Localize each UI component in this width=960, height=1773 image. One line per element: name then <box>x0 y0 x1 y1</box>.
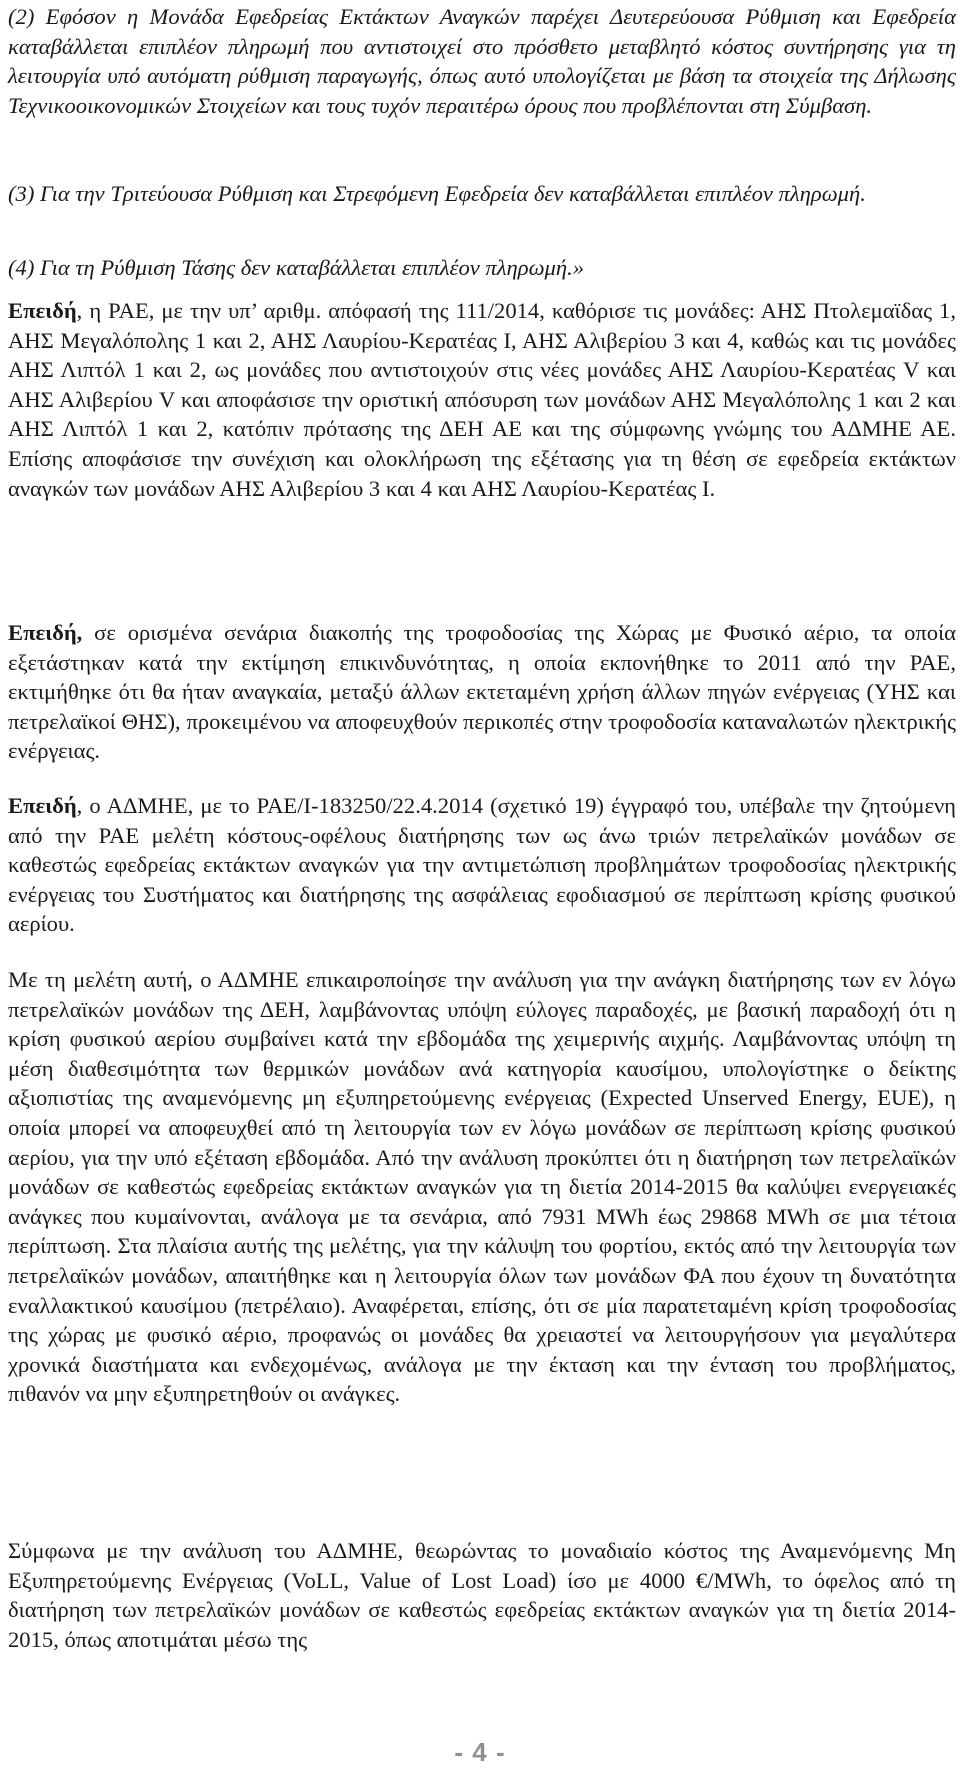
paragraph-lead: Επειδή <box>8 793 77 818</box>
quoted-item-2: (2) Εφόσον η Μονάδα Εφεδρείας Εκτάκτων Αναγκών παρέχει Δευτερεύουσα Ρύθμιση και Εφεδρεία καταβάλλεται επιπλέον πληρωμή που αντιστοιχεί στο πρόσθετο μεταβλητό κόστος συντήρησης για τη λειτουργία υπό αυτόματη ρύθμιση παραγωγής, όπως αυτό υπολογίζεται με βάση τα στοιχεία της Δήλωσης Τεχνικοοικονομικών Στοιχείων και τους τυχόν περαιτέρω όρους που προβλέπονται στη Σύμβαση. <box>8 4 956 118</box>
paragraph-rae-decision <box>8 296 956 503</box>
paragraph-admie-study <box>8 791 956 939</box>
paragraph-voll-analysis: Σύμφωνα με την ανάλυση του ΑΔΜΗΕ, θεωρώντας το μοναδιαίο κόστος της Αναμενόμενης Μη Εξυπηρετούμενης Ενέργειας (VoLL, Value of Lost Load) ίσο με 4000 €/MWh, το όφελος από τη διατήρηση των πετρελαϊκών μονάδων σε καθεστώς εφεδρείας εκτάκτων αναγκών για τη διετία 2014-2015, όπως αποτιμάται μέσω της <box>8 1538 956 1652</box>
paragraph-text: , ο ΑΔΜΗΕ, με το ΡΑΕ/Ι-183250/22.4.2014 (σχετικό 19) έγγραφό του, υπέβαλε την ζητούμενη από την ΡΑΕ μελέτη κόστους-οφέλους διατήρησης των ως άνω τριών πετρελαϊκών μονάδων σε καθεστώς εφεδρείας εκτάκτων αναγκών για την αντιμετώπιση προβλημάτων τροφοδοσίας ηλεκτρικής ενέργειας του Συστήματος και διατήρησης της ασφάλειας εφοδιασμού σε περίπτωση κρίσης φυσικού αερίου. <box>8 793 956 937</box>
paragraph-text: , η ΡΑΕ, με την υπ’ αριθμ. απόφασή της 111/2014, καθόρισε τις μονάδες: ΑΗΣ Πτολεμαϊδας 1, ΑΗΣ Μεγαλόπολης 1 και 2, ΑΗΣ Λαυρίου-Κερατέας Ι, ΑΗΣ Αλιβερίου 3 και 4, καθώς και τις μονάδες ΑΗΣ Λιπτόλ 1 και 2, ως μονάδες που αντιστοιχούν στις νέες μονάδες ΑΗΣ Λαυρίου-Κερατέας V και ΑΗΣ Αλιβερίου V και αποφάσισε την οριστική απόσυρση των μονάδων ΑΗΣ Μεγαλόπολης 1 και 2 και ΑΗΣ Λιπτόλ 1 και 2, κατόπιν πρότασης της ΔΕΗ ΑΕ και της σύμφωνης γνώμης του ΑΔΜΗΕ ΑΕ. Επίσης αποφάσισε την συνέχιση και ολοκλήρωση της εξέτασης για τη θέση σε εφεδρεία εκτάκτων αναγκών των μονάδων ΑΗΣ Αλιβερίου 3 και 4 και ΑΗΣ Λαυρίου-Κερατέας Ι. <box>8 298 956 501</box>
paragraph-study-analysis: Με τη μελέτη αυτή, ο ΑΔΜΗΕ επικαιροποίησε την ανάλυση για την ανάγκη διατήρησης των εν λόγω πετρελαϊκών μονάδων της ΔΕΗ, λαμβάνοντας υπόψη εύλογες παραδοχές, με βασική παραδοχή ότι η κρίση φυσικού αερίου συμβαίνει κατά την εβδομάδα της χειμερινής αιχμής. Λαμβάνοντας υπόψη τη μέση διαθεσιμότητα των θερμικών μονάδων ανά κατηγορία καυσίμου, υπολογίστηκε ο δείκτης αξιοπιστίας της αναμενόμενης μη εξυπηρετούμενης ενέργειας (Expected Unserved Energy, EUE), η οποία μπορεί να αποφευχθεί από τη λειτουργία των εν λόγω μονάδων σε περίπτωση κρίσης φυσικού αερίου, για την υπό εξέταση εβδομάδα. Από την ανάλυση προκύπτει ότι η διατήρηση των πετρελαϊκών μονάδων σε καθεστώς εφεδρείας εκτάκτων αναγκών για τη διετία 2014-2015 θα καλύψει ενεργειακές ανάγκες που κυμαίνονται, ανάλογα με τα σενάρια, από 7931 MWh έως 29868 MWh σε μια τέτοια περίπτωση. Στα πλαίσια αυτής της μελέτης, για την κάλυψη του φορτίου, εκτός από την λειτουργία των πετρελαϊκών μονάδων, απαιτήθηκε και η λειτουργία όλων των μονάδων ΦΑ που έχουν τη δυνατότητα εναλλακτικού καυσίμου (πετρέλαιο). Αναφέρεται, επίσης, ότι σε μία παρατεταμένη κρίση τροφοδοσίας της χώρας με φυσικό αέριο, προφανώς οι μονάδες θα χρειαστεί να λειτουργήσουν για μεγαλύτερα χρονικά διαστήματα και ενδεχομένως, ανάλογα με την έκταση και την ένταση του προβλήματος, πιθανόν να μην εξυπηρετηθούν οι ανάγκες. <box>8 967 956 1407</box>
paragraph-lead: Επειδή, <box>8 620 83 645</box>
paragraph-text: σε ορισμένα σενάρια διακοπής της τροφοδοσίας της Χώρας με Φυσικό αέριο, τα οποία εξετάστηκαν κατά την εκτίμηση επικινδυνότητας, η οποία εκπονήθηκε το 2011 από την ΡΑΕ, εκτιμήθηκε ότι θα ήταν αναγκαία, μεταξύ άλλων εκτεταμένη χρήση άλλων πηγών ενέργειας (ΥΗΣ και πετρελαϊκοί ΘΗΣ), προκειμένου να αποφευχθούν περικοπές στην τροφοδοσία καταναλωτών ηλεκτρικής ενέργειας. <box>8 620 956 764</box>
paragraph-lead: Επειδή <box>8 298 77 323</box>
page-number: - 4 - <box>454 1737 506 1767</box>
quoted-item-4: (4) Για τη Ρύθμιση Τάσης δεν καταβάλλεται επιπλέον πληρωμή.» <box>8 255 585 280</box>
paragraph-gas-scenarios <box>8 618 956 766</box>
quoted-item-3: (3) Για την Τριτεύουσα Ρύθμιση και Στρεφόμενη Εφεδρεία δεν καταβάλλεται επιπλέον πληρωμή. <box>8 181 866 206</box>
